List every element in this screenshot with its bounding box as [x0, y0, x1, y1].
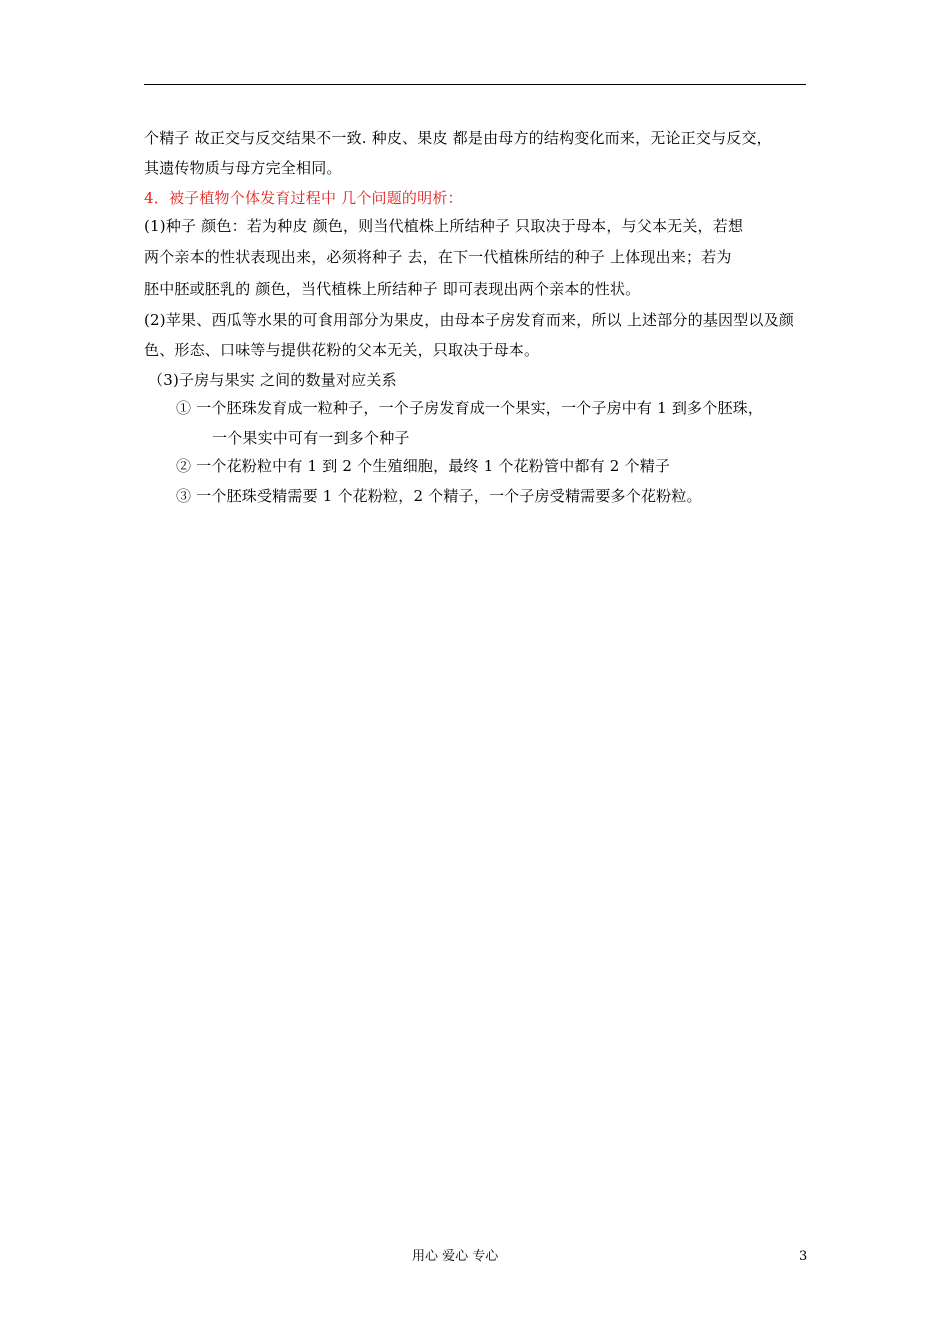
paragraph-line-7: 色、形态、口味等与提供花粉的父本无关，只取决于母本。: [144, 341, 540, 359]
list-item-1: ① 一个胚珠发育成一粒种子，一个子房发育成一个果实，一个子房中有 1 到多个胚珠，: [176, 399, 764, 417]
list-item-1-continued: 一个果实中可有一到多个种子: [212, 429, 410, 447]
subsection-heading: （3)子房与果实 之间的数量对应关系: [148, 371, 397, 389]
paragraph-line-5: 胚中胚或胚乳的 颜色，当代植株上所结种子 即可表现出两个亲本的性状。: [144, 280, 641, 298]
paragraph-line-3: (1)种子 颜色：若为种皮 颜色，则当代植株上所结种子 只取决于母本，与父本无关，若想: [144, 217, 744, 235]
paragraph-line-6: (2)苹果、西瓜等水果的可食用部分为果皮，由母本子房发育而来，所以 上述部分的基因型以及颜: [144, 311, 795, 329]
section-heading: 4．被子植物个体发育过程中 几个问题的明析：: [144, 189, 463, 207]
list-item-2: ② 一个花粉粒中有 1 到 2 个生殖细胞，最终 1 个花粉管中都有 2 个精子: [176, 457, 671, 475]
page-number: 3: [799, 1249, 808, 1264]
paragraph-line-4: 两个亲本的性状表现出来，必须将种子 去，在下一代植株所结的种子 上体现出来；若为: [144, 248, 732, 266]
paragraph-line-1: 个精子 故正交与反交结果不一致. 种皮、果皮 都是由母方的结构变化而来，无论正交与反交，: [144, 129, 772, 147]
footer-text: 用心 爱心 专心: [412, 1249, 499, 1264]
paragraph-line-2: 其遗传物质与母方完全相同。: [144, 159, 342, 177]
list-item-3: ③ 一个胚珠受精需要 1 个花粉粒，2 个精子，一个子房受精需要多个花粉粒。: [176, 487, 702, 505]
header-rule: [144, 84, 806, 85]
